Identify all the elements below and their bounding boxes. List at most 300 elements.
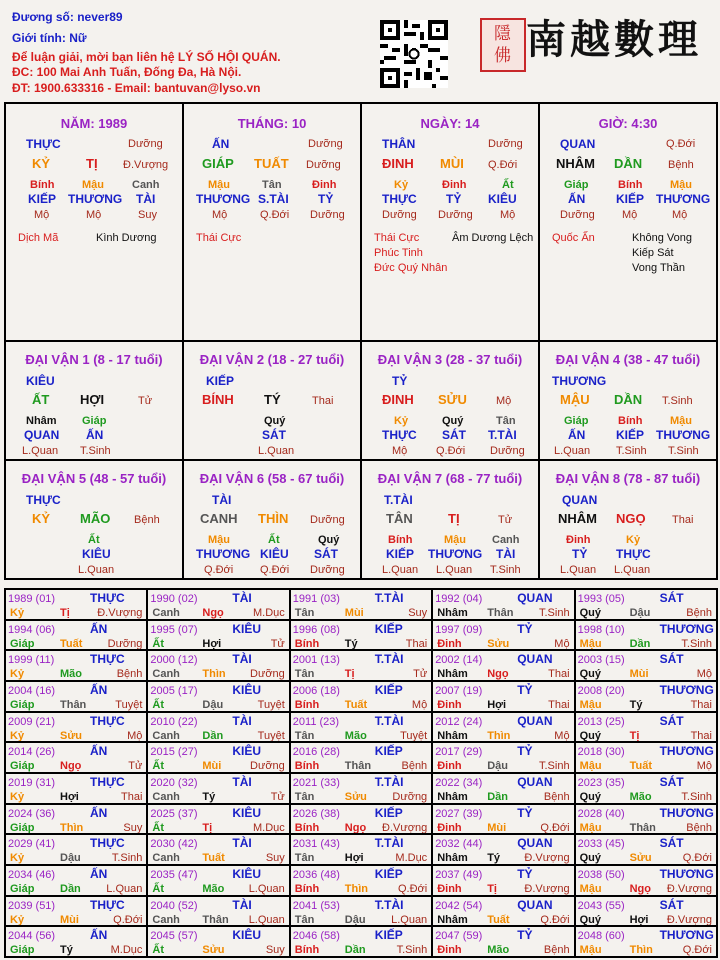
pillar-month-star-left-1: Thái Cực	[196, 232, 242, 244]
year-can: Quý	[579, 852, 601, 865]
year-star: T.TÀI	[374, 591, 404, 605]
year-label: 2041 (53)	[292, 899, 340, 912]
year-can: Ất	[152, 944, 164, 957]
year-chi: Dần	[60, 883, 81, 895]
year-cell	[147, 681, 289, 712]
dai-van-3-hidden-3: Tân	[496, 415, 516, 427]
year-label: 2030 (42)	[150, 838, 198, 851]
year-star: THƯƠNG	[659, 928, 714, 943]
year-star: TÀI	[232, 775, 252, 789]
year-label: 2015 (27)	[150, 746, 198, 759]
year-label: 2004 (16)	[8, 685, 56, 697]
pillar-day-chi: MÙI	[440, 156, 464, 171]
year-cell	[147, 589, 289, 620]
dai-van-3	[361, 341, 539, 460]
pillar-hour-hidden-cycle-2: Mộ	[622, 209, 638, 221]
pillar-day-star-left-2: Phúc Tinh	[374, 247, 423, 259]
year-label: 2009 (21)	[8, 715, 56, 728]
year-label: 2026 (38)	[292, 807, 340, 820]
year-label: 2045 (57)	[150, 930, 198, 943]
year-cycle: M.Dục	[395, 852, 428, 865]
year-cycle: Suy	[123, 821, 143, 834]
year-can: Bính	[294, 821, 320, 834]
year-chi: Mão	[487, 944, 510, 957]
dai-van-2-can: BÍNH	[202, 392, 234, 407]
year-star: T.TÀI	[374, 775, 404, 789]
year-cycle: T.Sinh	[539, 607, 570, 619]
dai-van-6-hidden-1: Mậu	[208, 534, 230, 546]
year-chi: Ngọ	[344, 821, 367, 834]
year-star: QUAN	[517, 775, 553, 789]
dai-van-2	[183, 341, 361, 460]
year-cell	[432, 712, 574, 743]
year-star: KIẾP	[374, 683, 403, 697]
pillar-day-star-left-1: Thái Cực	[374, 232, 420, 244]
dai-van-7-chi: TỊ	[448, 511, 460, 526]
year-star: T.TÀI	[374, 652, 404, 667]
year-chi: Sửu	[629, 852, 652, 865]
dai-van-5-hidden-star-1: KIÊU	[82, 547, 111, 561]
dai-van-7-hidden-cycle-1: L.Quan	[382, 564, 419, 576]
year-chi: Tý	[60, 944, 73, 957]
year-cycle: Suy	[265, 944, 285, 957]
year-cell	[290, 650, 432, 681]
pillar-year-title: NĂM: 1989	[60, 116, 128, 131]
year-star: TỶ	[517, 928, 533, 943]
year-can: Ất	[152, 883, 164, 895]
year-label: 1996 (08)	[292, 623, 340, 636]
year-cycle: T.Sinh	[681, 791, 712, 803]
year-chi: Dần	[202, 729, 224, 742]
dai-van-2-top: KIẾP	[206, 374, 235, 388]
year-cell	[5, 926, 147, 957]
year-cell	[147, 742, 289, 773]
year-cycle: L.Quan	[391, 913, 428, 926]
dai-van-1-cycle: Tử	[138, 395, 153, 407]
pillar-hour-star-left-1: Quốc Ấn	[552, 232, 595, 244]
year-cell	[575, 742, 717, 773]
pillar-month-hidden-star-1: THƯƠNG	[196, 192, 251, 206]
year-can: Bính	[294, 760, 320, 773]
year-chi: Hợi	[202, 637, 222, 650]
dai-van-7-hidden-star-2: THƯƠNG	[428, 547, 483, 561]
year-chi: Dần	[487, 791, 508, 803]
year-label: 1997 (09)	[435, 623, 483, 636]
year-chi: Thân	[629, 821, 656, 834]
year-label: 1998 (10)	[577, 623, 625, 636]
year-cell	[5, 865, 147, 896]
year-can: Ất	[152, 821, 164, 834]
year-cycle: T.Sinh	[396, 944, 428, 957]
year-chi: Ngọ	[487, 668, 509, 681]
pillar-year-cycle: Đ.Vượng	[123, 159, 169, 171]
dai-van-7-hidden-3: Canh	[492, 534, 520, 546]
year-star: THƯƠNG	[659, 744, 714, 759]
year-label: 2039 (51)	[8, 899, 56, 912]
year-label: 2025 (37)	[150, 807, 198, 820]
year-label: 2029 (41)	[8, 838, 56, 851]
year-star: T.TÀI	[374, 836, 404, 851]
year-can: Tân	[294, 668, 315, 681]
year-chi: Mùi	[629, 668, 649, 681]
year-can: Kỷ	[10, 607, 25, 619]
dai-van-4-can: MẬU	[560, 392, 590, 407]
pillar-day-top-cycle: Dưỡng	[488, 138, 523, 150]
year-star: THƯƠNG	[659, 805, 714, 820]
year-cell	[432, 834, 574, 865]
year-cycle: Bệnh	[686, 607, 712, 619]
year-label: 2034 (46)	[8, 869, 56, 881]
year-cycle: Đ.Vượng	[524, 883, 570, 895]
year-cell	[432, 620, 574, 651]
year-star: ẤN	[90, 683, 108, 697]
year-cell	[432, 865, 574, 896]
pillar-day-can: ĐINH	[382, 156, 414, 171]
dai-van-6-cycle: Dưỡng	[310, 514, 345, 526]
year-cycle: Dưỡng	[250, 760, 285, 773]
year-chi: Hợi	[629, 913, 649, 926]
year-label: 1991 (03)	[292, 593, 340, 605]
pillar-month-top-star: ẤN	[212, 137, 230, 151]
pillar-month-hidden-star-3: TỶ	[318, 192, 334, 206]
dai-van-4-hidden-3: Mậu	[670, 415, 692, 427]
year-cell	[290, 620, 432, 651]
seal-text: 隱佛	[494, 24, 511, 66]
pillar-month-hidden-3: Đinh	[312, 179, 337, 191]
year-cell	[432, 742, 574, 773]
year-cell	[5, 834, 147, 865]
year-cell	[432, 681, 574, 712]
pillar-year-hidden-cycle-2: Mộ	[86, 209, 102, 221]
year-label: 1990 (02)	[150, 593, 198, 605]
year-cycle: T.Sinh	[111, 852, 143, 865]
dai-van-7-cycle: Tử	[498, 514, 513, 526]
qr-code-icon[interactable]	[380, 20, 448, 88]
dai-van-7-hidden-star-3: TÀI	[496, 547, 516, 561]
year-chi: Tị	[629, 729, 640, 742]
year-label: 2031 (43)	[292, 838, 340, 851]
pillar-year-hidden-2: Mậu	[82, 179, 104, 191]
year-star: ẤN	[90, 621, 108, 636]
pillar-year-hidden-star-3: TÀI	[136, 192, 156, 206]
dai-van-8-title: ĐẠI VẬN 8 (78 - 87 tuổi)	[555, 471, 701, 486]
year-cell	[5, 620, 147, 651]
year-can: Đinh	[437, 760, 462, 773]
year-cycle: Thai	[690, 729, 712, 742]
year-label: 2043 (55)	[577, 899, 625, 912]
dai-van-7-hidden-cycle-3: T.Sinh	[490, 564, 521, 576]
year-can: Mậu	[579, 944, 602, 957]
year-star: QUAN	[517, 652, 553, 667]
dai-van-6-can: CANH	[200, 511, 238, 526]
year-label: 2048 (60)	[577, 930, 625, 943]
year-chi: Mùi	[202, 760, 222, 773]
year-label: 2022 (34)	[435, 777, 483, 789]
pillar-day-hidden-3: Ất	[502, 179, 514, 191]
pillar-hour-star-right-1: Không Vong	[632, 232, 692, 244]
year-label: 2016 (28)	[292, 746, 340, 759]
year-cycle: Đ.Vượng	[524, 852, 570, 865]
year-chi: Ngọ	[60, 760, 82, 773]
pillar-month-top-cycle: Dưỡng	[308, 138, 343, 150]
dai-van-5-title: ĐẠI VẬN 5 (48 - 57 tuổi)	[21, 471, 167, 486]
year-cell	[575, 804, 717, 835]
dai-van-7-hidden-star-1: KIẾP	[386, 547, 415, 561]
year-can: Nhâm	[437, 729, 468, 742]
year-label: 2038 (50)	[577, 869, 625, 881]
year-cycle: M.Dục	[110, 944, 143, 957]
year-cycle: T.Sinh	[539, 760, 570, 773]
dai-van-1-title: ĐẠI VẬN 1 (8 - 17 tuổi)	[25, 352, 163, 367]
year-can: Quý	[579, 791, 601, 803]
pillar-hour-title: GIỜ: 4:30	[598, 116, 658, 131]
year-star: KIÊU	[232, 928, 262, 943]
year-can: Giáp	[10, 637, 35, 650]
year-chi: Tị	[344, 668, 355, 681]
year-cell	[575, 896, 717, 927]
year-chi: Tuất	[344, 699, 368, 711]
dai-van-6-hidden-star-2: KIÊU	[260, 547, 289, 561]
year-cell	[575, 834, 717, 865]
year-cell	[147, 650, 289, 681]
year-chi: Tị	[60, 607, 70, 619]
dai-van-7-title: ĐẠI VẬN 7 (68 - 77 tuổi)	[377, 471, 523, 486]
year-cell	[5, 804, 147, 835]
year-chi: Thân	[344, 760, 372, 773]
year-label: 2017 (29)	[435, 746, 483, 759]
year-can: Quý	[579, 729, 601, 742]
phone-email-line[interactable]: ĐT: 1900.633316 - Email: bantuvan@lyso.vn	[12, 81, 261, 95]
year-cell	[5, 650, 147, 681]
year-label: 2007 (19)	[435, 685, 483, 697]
dai-van-1-hidden-star-2: ẤN	[86, 428, 104, 442]
dai-van-5-chi: MÃO	[80, 511, 111, 526]
year-cell	[147, 896, 289, 927]
year-label: 2005 (17)	[150, 685, 198, 697]
year-chi: Tị	[202, 821, 213, 834]
pillar-month-hidden-cycle-2: Q.Đới	[260, 209, 290, 221]
dai-van-4-title: ĐẠI VẬN 4 (38 - 47 tuổi)	[555, 352, 701, 367]
pillar-day-hidden-2: Đinh	[442, 179, 467, 191]
year-can: Quý	[579, 668, 601, 681]
year-label: 2023 (35)	[577, 777, 625, 789]
year-label: 2000 (12)	[150, 654, 198, 667]
year-chi: Tý	[344, 637, 358, 650]
pillar-hour-hidden-1: Giáp	[564, 179, 589, 191]
year-can: Quý	[579, 913, 601, 926]
year-label: 2003 (15)	[577, 654, 625, 667]
dai-van-2-cycle: Thai	[312, 395, 334, 407]
year-chi: Tý	[202, 791, 216, 803]
pillar-month-hidden-star-2: S.TÀI	[258, 192, 289, 206]
year-can: Canh	[152, 791, 180, 803]
year-label: 2013 (25)	[577, 715, 625, 728]
year-cell	[290, 896, 432, 927]
pillar-hour-cycle: Bệnh	[668, 159, 694, 171]
year-chi: Mão	[344, 729, 367, 742]
year-cell	[290, 742, 432, 773]
pillar-month-can: GIÁP	[202, 156, 234, 171]
year-cell	[290, 926, 432, 957]
year-star: TỶ	[517, 867, 533, 881]
year-cycle: Suy	[408, 607, 428, 619]
year-cell	[290, 589, 432, 620]
dai-van-5-hidden-cycle-1: L.Quan	[78, 564, 115, 576]
year-cell	[5, 742, 147, 773]
dai-van-7-can: TÂN	[386, 511, 413, 526]
year-label: 2010 (22)	[150, 715, 198, 728]
year-cell	[5, 589, 147, 620]
year-cell	[432, 896, 574, 927]
year-can: Nhâm	[437, 852, 468, 865]
year-cell	[575, 712, 717, 743]
dai-van-4-hidden-cycle-1: L.Quan	[554, 445, 591, 457]
year-star: KIẾP	[374, 867, 403, 881]
year-can: Đinh	[437, 821, 462, 834]
dai-van-3-can: ĐINH	[382, 392, 414, 407]
year-cell	[290, 712, 432, 743]
dai-van-8-chi: NGỌ	[616, 511, 646, 526]
year-star: THỰC	[90, 591, 125, 605]
year-cycle: Tử	[413, 668, 428, 681]
year-label: 2032 (44)	[435, 838, 483, 851]
year-star: KIẾP	[374, 928, 403, 943]
dai-van-4-hidden-star-1: ẤN	[568, 428, 586, 442]
dai-van-7-hidden-2: Mậu	[444, 534, 466, 546]
dai-van-8	[539, 460, 717, 579]
dai-van-7-top: T.TÀI	[384, 493, 413, 507]
pillar-hour-top-star: QUAN	[560, 137, 596, 151]
dai-van-8-hidden-cycle-1: L.Quan	[560, 564, 597, 576]
dai-van-1-hidden-cycle-2: T.Sinh	[80, 445, 111, 457]
main-chart	[4, 102, 718, 580]
pillar-day-hidden-star-3: KIÊU	[488, 192, 517, 206]
pillar-hour-star-right-2: Kiếp Sát	[632, 247, 674, 259]
year-cycle: Mộ	[696, 760, 712, 773]
year-cycle: Suy	[265, 852, 285, 865]
year-can: Nhâm	[437, 913, 468, 926]
dai-van-2-chi: TÝ	[264, 392, 281, 407]
year-can: Kỷ	[10, 913, 25, 926]
year-can: Quý	[579, 607, 601, 619]
pillar-day-hidden-star-2: TỶ	[446, 192, 462, 206]
year-can: Nhâm	[437, 791, 468, 803]
year-star: TÀI	[232, 713, 252, 728]
year-label: 2011 (23)	[292, 715, 340, 728]
year-cycle: Mộ	[411, 699, 428, 711]
year-chi: Dậu	[487, 760, 508, 773]
year-chi: Thìn	[629, 944, 653, 957]
dai-van-8-hidden-star-2: THỰC	[616, 547, 651, 561]
dai-van-3-hidden-star-1: THỰC	[382, 428, 417, 442]
dai-van-2-title: ĐẠI VẬN 2 (18 - 27 tuổi)	[199, 352, 345, 367]
dai-van-3-hidden-star-3: T.TÀI	[488, 428, 517, 442]
pillar-day-star-right-1: Âm Dương Lệch	[452, 232, 534, 244]
year-cell	[575, 620, 717, 651]
year-chi: Tuất	[487, 913, 510, 926]
year-cycle: Dưỡng	[392, 791, 428, 803]
dai-van-3-title: ĐẠI VẬN 3 (28 - 37 tuổi)	[377, 352, 523, 367]
dai-van-3-hidden-star-2: SÁT	[442, 428, 466, 442]
year-cycle: L.Quan	[248, 883, 285, 895]
pillar-hour-hidden-star-3: THƯƠNG	[656, 192, 711, 206]
year-star: QUAN	[517, 836, 553, 851]
year-label: 2006 (18)	[292, 685, 340, 697]
year-can: Canh	[152, 913, 180, 926]
year-star: SÁT	[659, 713, 684, 728]
year-label: 2028 (40)	[577, 807, 625, 820]
year-chi: Ngọ	[202, 607, 224, 619]
pillar-day-hidden-cycle-2: Dưỡng	[438, 209, 473, 221]
year-cycle: Mộ	[696, 668, 712, 681]
dai-van-8-can: NHÂM	[558, 511, 597, 526]
year-can: Tân	[294, 852, 315, 865]
year-cycle: Dưỡng	[107, 637, 143, 650]
year-cycle: Bệnh	[543, 791, 570, 803]
year-cell	[575, 865, 717, 896]
year-chi: Dần	[344, 944, 366, 957]
year-can: Canh	[152, 852, 180, 865]
year-chi: Hợi	[60, 791, 79, 803]
year-cycle: Mộ	[554, 729, 570, 742]
year-label: 2027 (39)	[435, 807, 483, 820]
pillar-hour	[539, 103, 717, 341]
year-star: SÁT	[659, 836, 684, 851]
pillar-year-star-right-1: Kình Dương	[96, 232, 157, 244]
year-label: 2002 (14)	[435, 654, 483, 667]
year-star: ẤN	[90, 744, 108, 759]
year-star: SÁT	[659, 652, 684, 667]
pillar-year-star-left-1: Dịch Mã	[18, 232, 59, 244]
yearly-luck-table	[4, 588, 718, 958]
dai-van-4-hidden-2: Bính	[618, 415, 643, 427]
year-chi: Thân	[487, 607, 514, 619]
year-label: 2035 (47)	[150, 869, 198, 881]
year-can: Giáp	[10, 821, 35, 834]
pillar-year-hidden-cycle-1: Mộ	[34, 209, 50, 221]
dai-van-1-hidden-cycle-1: L.Quan	[22, 445, 59, 457]
dai-van-4-hidden-cycle-3: T.Sinh	[668, 445, 699, 457]
year-can: Giáp	[10, 760, 35, 773]
year-cell	[290, 804, 432, 835]
year-can: Bính	[294, 637, 320, 650]
year-label: 2047 (59)	[435, 930, 483, 943]
year-star: TÀI	[232, 591, 252, 605]
year-chi: Dậu	[60, 852, 81, 865]
year-cell	[147, 834, 289, 865]
pillar-year-can: KỶ	[32, 156, 51, 171]
dai-van-4-hidden-star-2: KIẾP	[616, 428, 645, 442]
year-label: 2008 (20)	[577, 685, 625, 697]
year-cycle: Bệnh	[401, 760, 428, 773]
year-cell	[290, 865, 432, 896]
year-label: 1989 (01)	[8, 593, 56, 605]
year-cell	[147, 712, 289, 743]
year-can: Ất	[152, 637, 164, 650]
dai-van-7-hidden-1: Bính	[388, 534, 413, 546]
dai-van-4-hidden-cycle-2: T.Sinh	[616, 445, 647, 457]
dai-van-4-cycle: T.Sinh	[662, 395, 693, 407]
year-cycle: Mộ	[127, 729, 143, 742]
year-label: 2012 (24)	[435, 715, 483, 728]
pillar-month-hidden-cycle-3: Dưỡng	[310, 209, 345, 221]
pillar-month	[183, 103, 361, 341]
pillar-hour-chi: DẦN	[614, 156, 643, 171]
year-star: QUAN	[517, 713, 553, 728]
year-chi: Mùi	[60, 913, 79, 926]
year-star: THƯƠNG	[659, 683, 714, 697]
dai-van-3-hidden-cycle-3: Dưỡng	[490, 445, 525, 457]
